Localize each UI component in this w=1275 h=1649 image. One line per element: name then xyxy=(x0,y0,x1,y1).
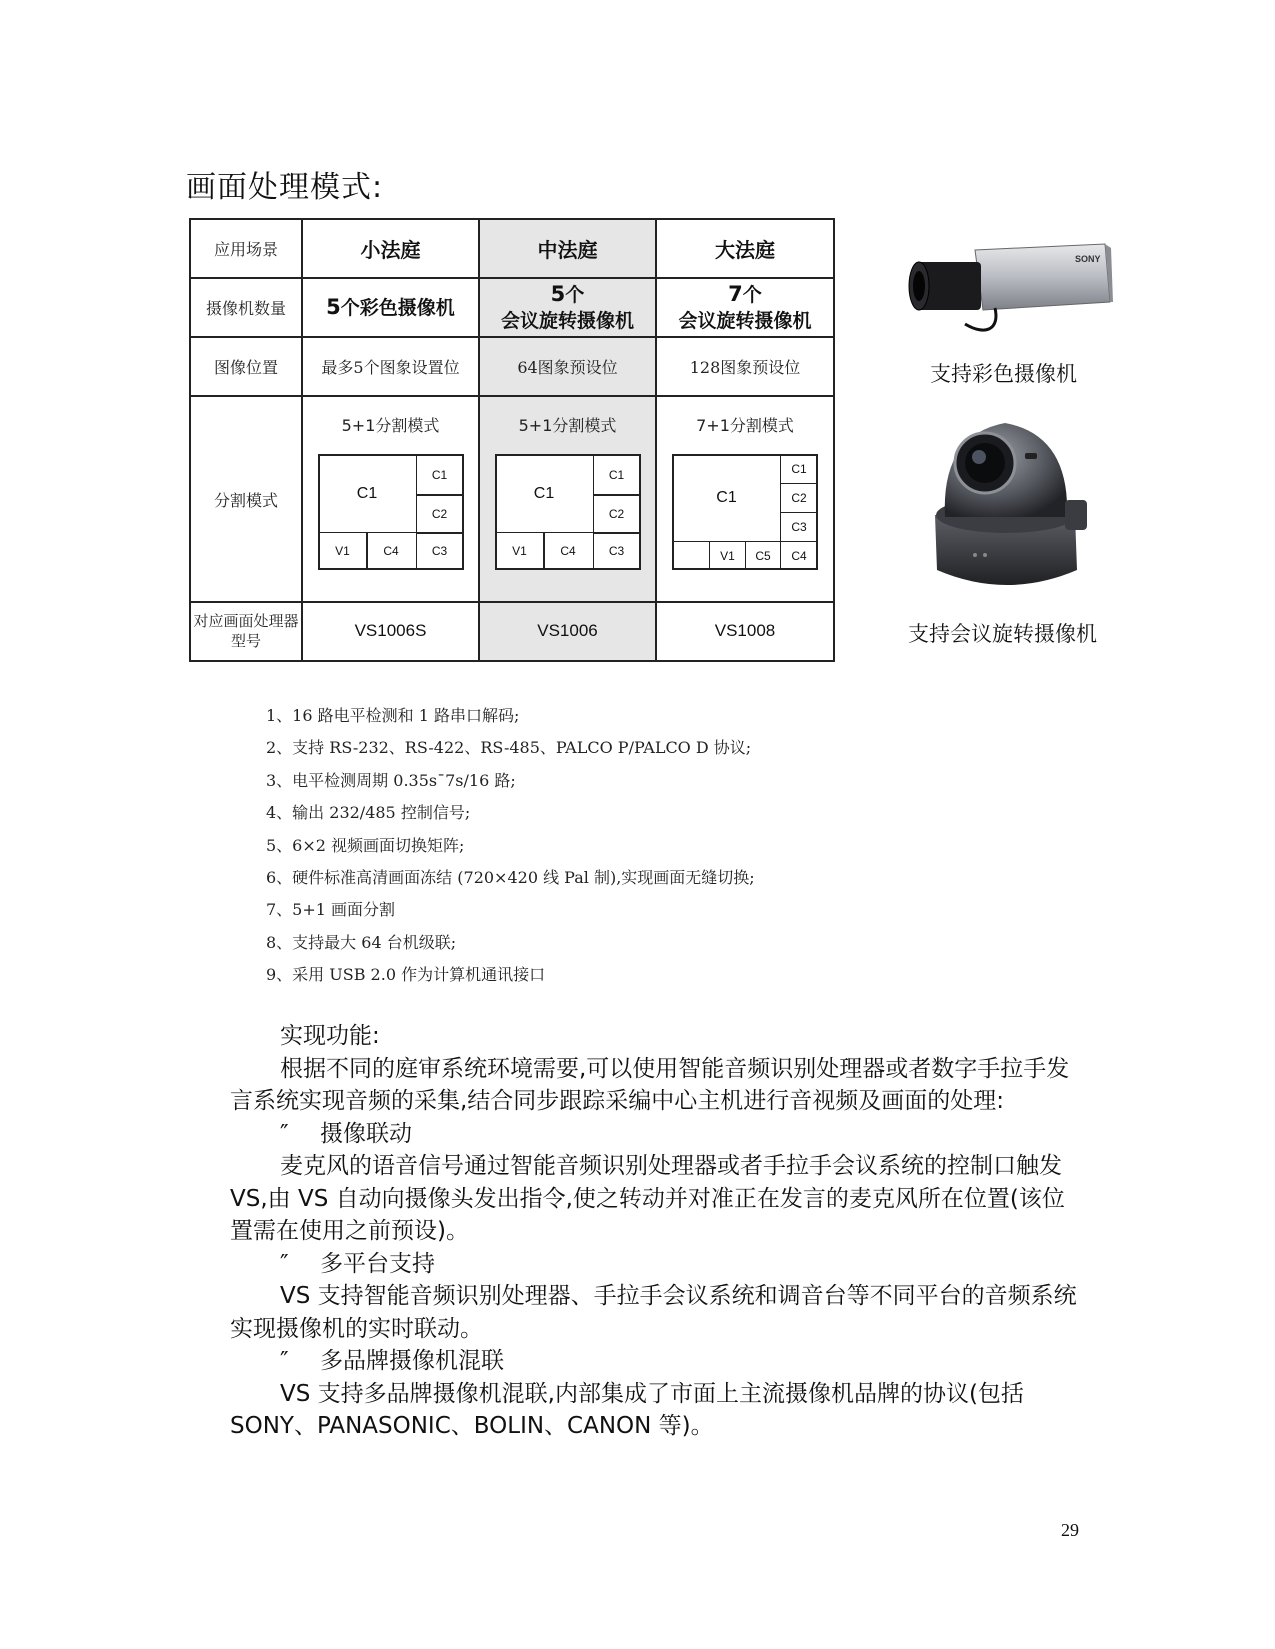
list-item: 6、硬件标准高清画面冻结 (720×420 线 Pal 制),实现画面无缝切换; xyxy=(266,867,755,887)
camera-count-small xyxy=(302,278,479,337)
mode-table xyxy=(189,218,835,662)
page-number: 29 xyxy=(1061,1520,1079,1540)
camera-brand: SONY xyxy=(1075,254,1101,264)
function-item-text: 麦克风的语音信号通过智能音频识别处理器或者手拉手会议系统的控制口触发 VS,由 VS 自动向摄像头发出指令,使之转动并对准正在发言的麦克风所在位置(该位置需在使用之前预设)。 xyxy=(230,1153,1065,1244)
function-section xyxy=(230,1020,1085,1443)
table-row xyxy=(190,337,834,396)
color-camera-image xyxy=(905,240,1115,340)
split-medium xyxy=(479,396,656,602)
function-item-title xyxy=(230,1345,1085,1378)
row-header-image-position: 图像位置 xyxy=(190,337,302,396)
camera-count-number: 5 xyxy=(550,282,566,307)
list-item: 5、6×2 视频画面切换矩阵; xyxy=(266,835,465,855)
row-header-camera-count: 摄像机数量 xyxy=(190,278,302,337)
split-grid-7plus1 xyxy=(672,454,818,570)
split-mode-label: 5+1分割模式 xyxy=(341,416,440,436)
list-item: 4、输出 232/485 控制信号; xyxy=(266,803,471,823)
function-item-text: VS 支持智能音频识别处理器、手拉手会议系统和调音台等不同平台的音频系统实现摄像机的实时联动。 xyxy=(230,1283,1077,1342)
list-item: 8、支持最大 64 台机级联; xyxy=(266,932,457,952)
grid-cell: C5 xyxy=(745,541,781,570)
split-large xyxy=(656,396,834,602)
grid-cell: C1 xyxy=(780,454,818,484)
table-row xyxy=(190,396,834,602)
row-header-model: 对应画面处理器型号 xyxy=(190,602,302,661)
item-title: 多品牌摄像机混联 xyxy=(320,1348,504,1374)
camera-count-large xyxy=(656,278,834,337)
grid-cell: V1 xyxy=(709,541,746,570)
camera-type: 会议旋转摄像机 xyxy=(678,310,812,333)
split-mode-label: 5+1分割模式 xyxy=(518,416,617,436)
ptz-camera-label: 支持会议旋转摄像机 xyxy=(908,622,1097,646)
grid-cell: C1 xyxy=(533,485,555,503)
grid-cell: C1 xyxy=(593,454,641,496)
grid-cell: C1 xyxy=(356,485,378,503)
grid-cell: C1 xyxy=(716,489,737,507)
model-large: VS1008 xyxy=(656,602,834,661)
bullet-mark: ″ xyxy=(280,1348,289,1374)
camera-count-text: 个 xyxy=(742,284,762,307)
function-item-title xyxy=(230,1118,1085,1151)
function-intro: 根据不同的庭审系统环境需要,可以使用智能音频识别处理器或者数字手拉手发言系统实现音频的采集,结合同步跟踪采编中心主机进行音视频及画面的处理: xyxy=(230,1055,1070,1114)
model-small: VS1006S xyxy=(302,602,479,661)
bullet-mark: ″ xyxy=(280,1120,289,1147)
split-small xyxy=(302,396,479,602)
bullet-mark: ″ xyxy=(280,1250,289,1277)
positions-small: 最多5个图象设置位 xyxy=(302,337,479,396)
table-row xyxy=(190,219,834,278)
grid-cell: C2 xyxy=(780,483,818,513)
function-heading: 实现功能: xyxy=(280,1023,380,1049)
model-medium: VS1006 xyxy=(479,602,656,661)
scene-medium: 中法庭 xyxy=(479,219,656,278)
row-header-split-mode: 分割模式 xyxy=(190,396,302,602)
camera-count-text: 个彩色摄像机 xyxy=(340,297,455,320)
item-title: 多平台支持 xyxy=(320,1250,435,1277)
grid-cell: C4 xyxy=(366,532,417,570)
feature-list xyxy=(266,700,755,992)
split-mode-label: 7+1分割模式 xyxy=(696,416,794,436)
list-item: 1、16 路电平检测和 1 路串口解码; xyxy=(266,706,520,725)
row-header-scene: 应用场景 xyxy=(190,219,302,278)
grid-cell: C1 xyxy=(416,454,464,496)
list-item: 3、电平检测周期 0.35s¯7s/16 路; xyxy=(266,770,516,790)
function-item-text: VS 支持多品牌摄像机混联,内部集成了市面上主流摄像机品牌的协议(包括 SONY、PANASONIC、BOLIN、CANON 等)。 xyxy=(230,1380,1024,1439)
grid-cell: C4 xyxy=(780,541,818,570)
split-grid-5plus1 xyxy=(495,454,641,570)
function-item-title xyxy=(230,1248,1085,1281)
grid-cell: C2 xyxy=(416,494,464,534)
grid-cell: V1 xyxy=(318,532,368,570)
section-title: 画面处理模式: xyxy=(186,170,384,205)
color-camera-label: 支持彩色摄像机 xyxy=(930,362,1077,386)
table-row xyxy=(190,602,834,661)
camera-type: 会议旋转摄像机 xyxy=(500,310,634,333)
grid-cell: C3 xyxy=(593,532,641,570)
table-row xyxy=(190,278,834,337)
grid-cell: C3 xyxy=(416,532,464,570)
grid-cell-empty xyxy=(672,541,710,570)
split-grid-5plus1 xyxy=(318,454,464,570)
item-title: 摄像联动 xyxy=(320,1120,412,1147)
camera-count-number: 5 xyxy=(326,295,341,320)
positions-large: 128图象预设位 xyxy=(656,337,834,396)
positions-medium: 64图象预设位 xyxy=(479,337,656,396)
grid-cell: V1 xyxy=(495,532,545,570)
list-item: 2、支持 RS-232、RS-422、RS-485、PALCO P/PALCO D 协议; xyxy=(266,738,752,758)
list-item: 9、采用 USB 2.0 作为计算机通讯接口 xyxy=(266,965,546,985)
grid-cell: C4 xyxy=(543,532,594,570)
scene-large: 大法庭 xyxy=(656,219,834,278)
grid-cell: C2 xyxy=(593,494,641,534)
camera-count-number: 7 xyxy=(728,282,743,307)
camera-count-medium xyxy=(479,278,656,337)
scene-small: 小法庭 xyxy=(302,219,479,278)
grid-cell: C3 xyxy=(780,512,818,542)
list-item: 7、5+1 画面分割 xyxy=(266,900,396,920)
ptz-camera-image xyxy=(925,405,1090,600)
camera-count-text: 个 xyxy=(565,284,585,307)
